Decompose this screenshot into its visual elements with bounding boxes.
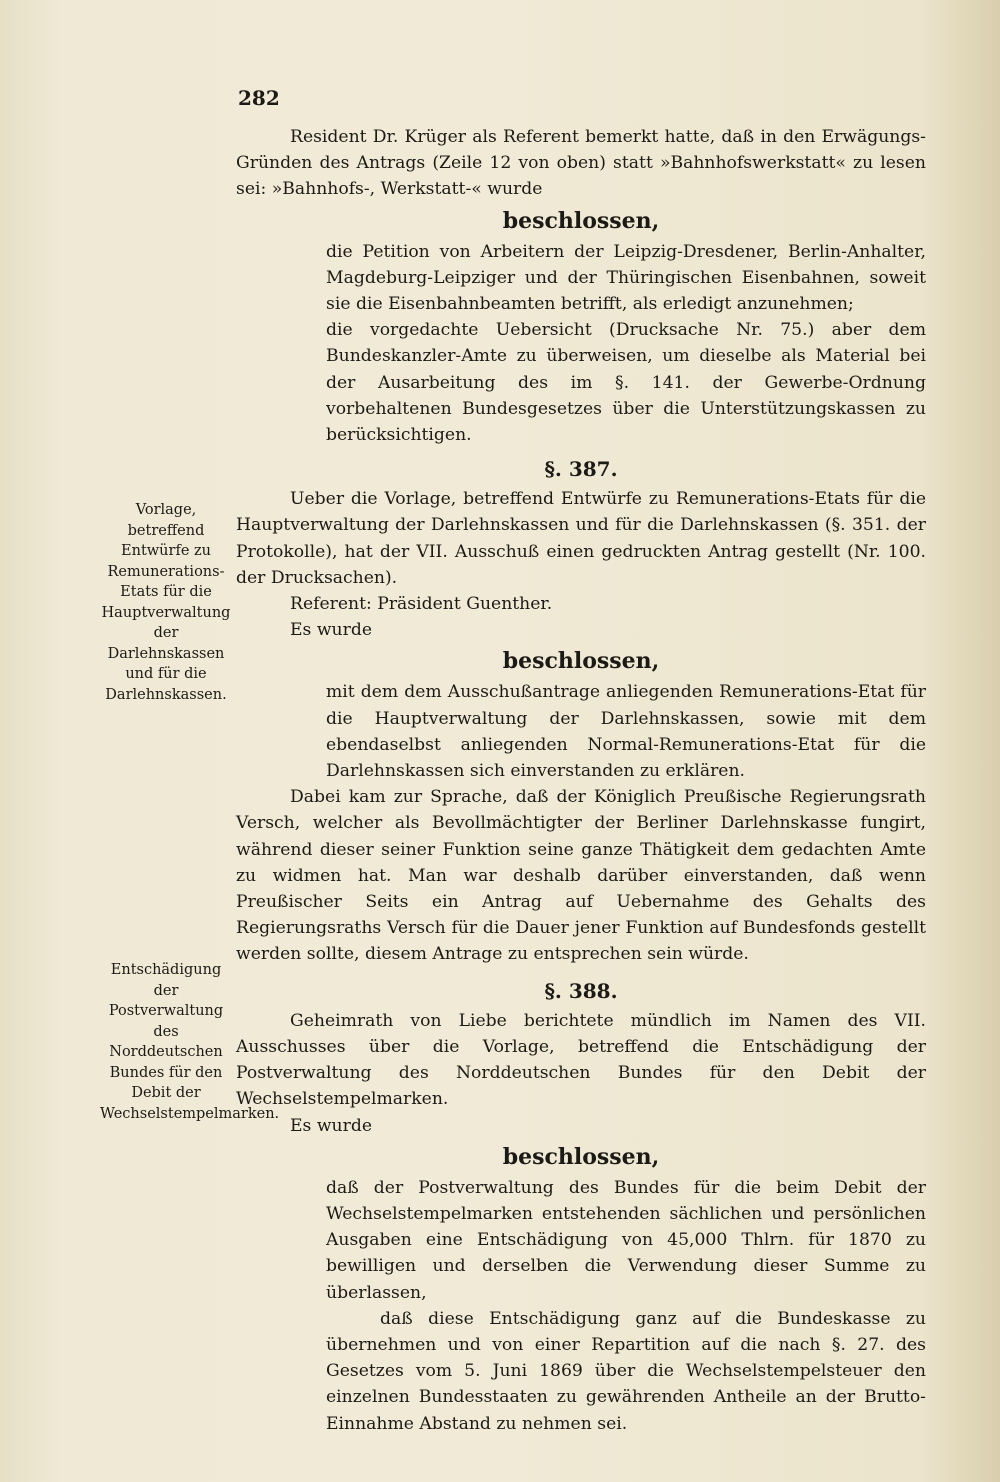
section-387-es-wurde: Es wurde (290, 620, 373, 641)
section-388-intro: Geheimrath von Liebe berichtete mündlich im Namen des VII. Ausschusses über die Vorlage, betreffend die Entschädigung der Postverwaltung des Norddeutschen Bundes für den Debit der Wechselstempelmarken. (236, 1010, 926, 1110)
block1-intro: Resident Dr. Krüger als Referent bemerkt hatte, daß in den Erwägungs-Gründen des Antrags (Zeile 12 von oben) statt »Bahnhofswerkstatt« zu lesen sei: »Bahnhofs-, Werkstatt-« wurde (236, 127, 926, 200)
page-number: 282 (238, 86, 280, 110)
section-387-heading: §. 387. (544, 457, 618, 482)
section-388-resolution-1: daß der Postverwaltung des Bundes für die beim Debit der Wechselstempelmarken entstehenden sächlichen und persönlichen Ausgaben eine Entschädigung von 45,000 Thlrn. für 1870 zu bewilligen und derselben die Verwendung dieser Summe zu überlassen, (326, 1177, 926, 1303)
section-387-remark: Dabei kam zur Sprache, daß der Königlich Preußische Regierungsrath Versch, welcher als Bevollmächtigter der Berliner Darlehnskasse fungirt, während dieser seiner Funktion seine ganze Thätigkeit dem gedachten Amte zu widmen hat. Man war deshalb darüber einverstanden, daß wenn Preußischer Seits ein Antrag auf Uebernahme des Gehalts des Regierungsraths Versch für die Dauer jener Funktion auf Bundesfonds gestellt werden sollte, diesem Antrage zu entsprechen sein würde. (236, 787, 926, 965)
section-388-es-wurde: Es wurde (290, 1115, 373, 1136)
section-387-referent: Referent: Präsident Guenther. (290, 594, 553, 615)
section-388-heading: §. 388. (544, 978, 618, 1003)
section-387-decided: beschlossen, (502, 648, 660, 675)
section-387-resolution: mit dem dem Ausschußantrage anliegenden Remunerations-Etat für die Hauptverwaltung der Darlehnskassen, sowie mit dem ebendaselbst anliegenden Normal-Remunerations-Etat für die Darlehnskassen sich einverstanden zu erklären. (326, 682, 926, 782)
block1-item2: die vorgedachte Uebersicht (Drucksache Nr. 75.) aber dem Bundeskanzler-Amte zu überweisen, um dieselbe als Material bei der Ausarbeitung des im §. 141. der Gewerbe-Ordnung vorbehaltenen Bundesgesetzes über die Unterstützungskassen zu berücksichtigen. (326, 320, 926, 446)
block1-item1: die Petition von Arbeitern der Leipzig-Dresdener, Berlin-Anhalter, Magdeburg-Leipziger und der Thüringischen Eisenbahnen, soweit sie die Eisenbahnbeamten betrifft, als erledigt anzunehmen; (326, 241, 926, 315)
section-388-decided: beschlossen, (502, 1143, 660, 1170)
section-387-intro: Ueber die Vorlage, betreffend Entwürfe zu Remunerations-Etats für die Hauptverwaltung der Darlehnskassen und für die Darlehnskassen (§. 351. der Protokolle), hat der VII. Ausschuß einen gedruckten Antrag gestellt (Nr. 100. der Drucksachen). (236, 489, 926, 588)
block1-decided: beschlossen, (502, 207, 660, 234)
margin-note-387: Vorlage, betreffend Entwürfe zu Remunerations-Etats für die Hauptverwaltung der Darlehnskassen und für die Darlehnskassen. (101, 502, 231, 703)
block-1 (236, 124, 926, 1437)
margin-note-388: Entschädigung der Postverwaltung des Norddeutschen Bundes für den Debit der Wechselstempelmarken. (100, 962, 280, 1122)
section-388-resolution-2: daß diese Entschädigung ganz auf die Bundeskasse zu übernehmen und von einer Repartition auf die nach §. 27. des Gesetzes vom 5. Juni 1869 über die Wechselstempelsteuer den einzelnen Bundesstaaten zu gewährenden Antheile an der Brutto-Einnahme Abstand zu nehmen sei. (326, 1308, 926, 1434)
